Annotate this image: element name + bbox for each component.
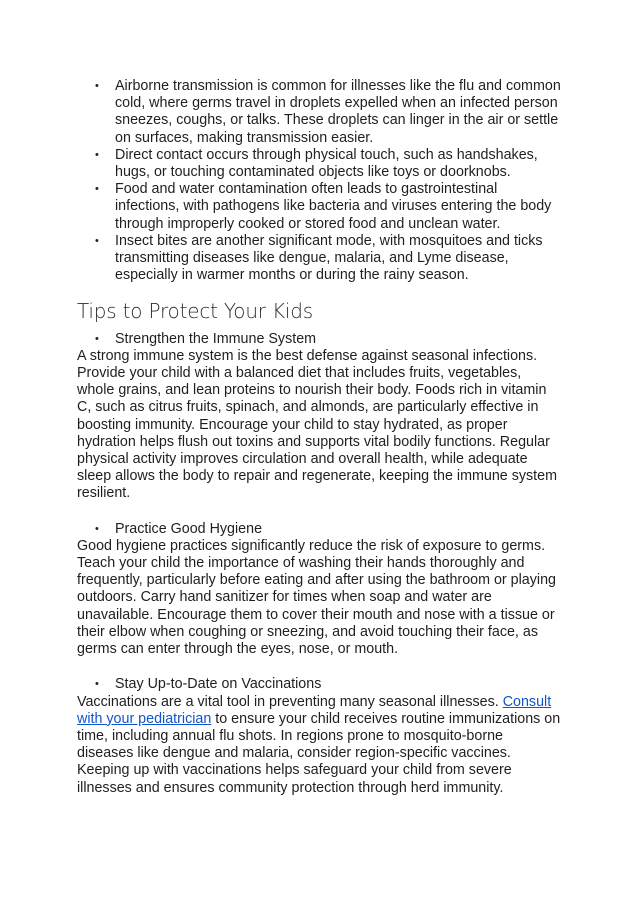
list-item [77,233,562,285]
bullet-text: Direct contact occurs through physical touch, such as handshakes, hugs, or touching contaminated objects like toys or doorknobs. [115,146,538,181]
paragraph-text: to ensure your child receives routine immunizations on time, including annual flu shots. In regions prone to mosquito-borne diseases like dengue and malaria, consider region-specific vaccines. Keeping up with vaccinations helps safeguard your child from severe illnesses and ensures community protection through herd immunity. [77,710,561,796]
tip-paragraph [77,694,562,797]
tip-title-text: Practice Good Hygiene [115,520,263,537]
bullet-text: Airborne transmission is common for illnesses like the flu and common cold, where germs travel in droplets expelled when an infected person sneezes, coughs, or talks. These droplets can linger in the air or settle on surfaces, making transmission easier. [115,78,561,146]
pediatrician-link[interactable]: Consult with your pediatrician [77,693,552,727]
bullet-icon: • [95,678,99,691]
section-heading: Tips to Protect Your Kids [77,299,313,324]
bullet-icon: • [95,522,99,535]
tip-paragraph: A strong immune system is the best defense against seasonal infections. Provide your child with a balanced diet that includes fruits, vegetables, whole grains, and lean proteins to nourish their body. Foods rich in vitamin C, such as citrus fruits, spinach, and almonds, are particularly effective in boosting immunity. Encourage your child to stay hydrated, as proper hydration helps flush out toxins and supports vital bodily functions. Regular physical activity improves circulation and overall health, while adequate sleep allows the body to repair and regenerate, keeping the immune system resilient. [77,347,558,502]
paragraph-text: Vaccinations are a vital tool in preventing many seasonal illnesses. [77,693,503,710]
tip-title [77,331,562,348]
tip-paragraph: Good hygiene practices significantly reduce the risk of exposure to germs. Teach your child the importance of washing their hands thoroughly and frequently, particularly before eating and after using the bathroom or playing outdoors. Carry hand sanitizer for times when soap and water are unavailable. Encourage them to cover their mouth and nose with a tissue or their elbow when coughing or sneezing, and avoid touching their face, as germs can enter through the eyes, nose, or mouth. [77,537,556,658]
bullet-text: Insect bites are another significant mode, with mosquitoes and ticks transmitting diseases like dengue, malaria, and Lyme disease, especially in warmer months or during the rainy season. [115,232,543,284]
bullet-icon: • [95,332,99,345]
list-item [77,181,562,233]
tip-title-text: Stay Up-to-Date on Vaccinations [115,676,322,693]
tip-title-list [77,521,562,538]
tip-title-text: Strengthen the Immune System [115,330,317,347]
document-content [77,78,562,815]
tip-title-list [77,676,562,693]
tip-title [77,676,562,693]
bullet-icon: • [95,148,99,161]
transmission-bullet-list [77,78,562,284]
bullet-icon: • [95,183,99,196]
list-item [77,147,562,181]
tip-title-list [77,331,562,348]
bullet-text: Food and water contamination often leads to gastrointestinal infections, with pathogens like bacteria and viruses entering the body through improperly cooked or stored food and unclean water. [115,181,552,232]
list-item [77,78,562,147]
bullet-icon: • [95,234,99,247]
tip-title [77,521,562,538]
bullet-icon: • [95,80,99,92]
